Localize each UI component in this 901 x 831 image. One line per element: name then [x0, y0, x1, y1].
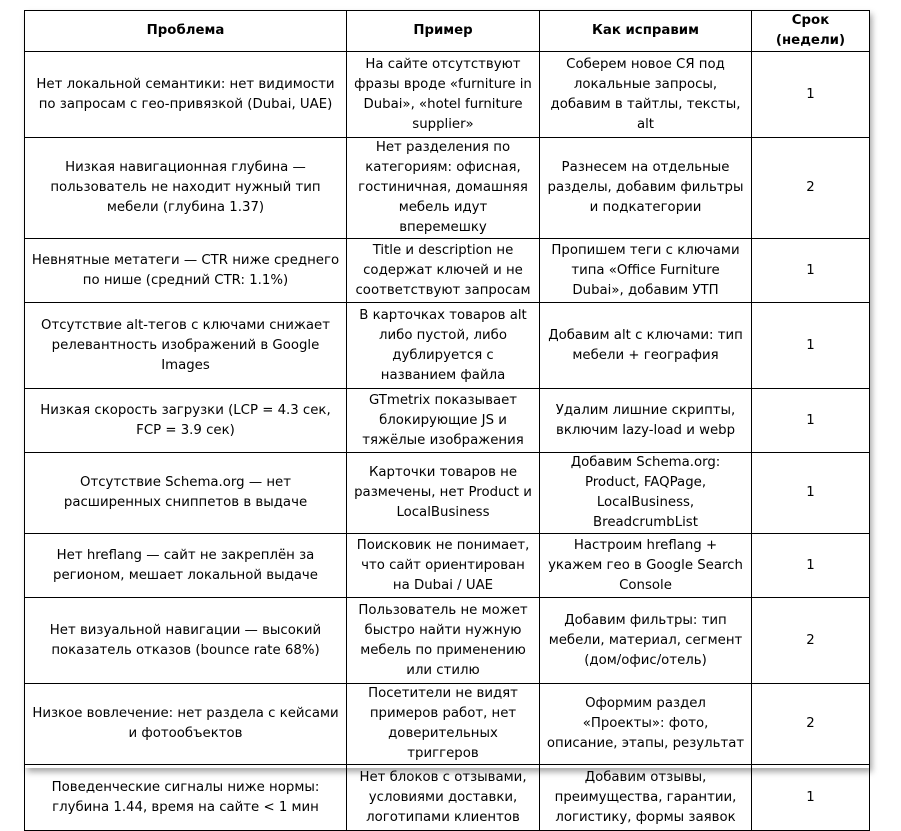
table-row: [25, 138, 870, 239]
cell-fix: Пропишем теги с ключами типа «Office Furniture Dubai», добавим УТП: [540, 239, 752, 303]
cell-fix: Добавим Schema.org: Product, FAQPage, LocalBusiness, BreadcrumbList: [540, 453, 752, 534]
cell-problem: Нет визуальной навигации — высокий показатель отказов (bounce rate 68%): [25, 598, 347, 684]
cell-weeks: 2: [752, 684, 870, 765]
header-example: Пример: [347, 11, 540, 52]
cell-problem: Нет hreflang — сайт не закреплён за регионом, мешает локальной выдаче: [25, 534, 347, 598]
cell-problem: Отсутствие alt-тегов с ключами снижает релевантность изображений в Google Images: [25, 303, 347, 389]
cell-weeks: 2: [752, 138, 870, 239]
cell-example: Посетители не видят примеров работ, нет доверительных триггеров: [347, 684, 540, 765]
cell-example: Нет разделения по категориям: офисная, гостиничная, домашняя мебель идут вперемешку: [347, 138, 540, 239]
cell-fix: Разнесем на отдельные разделы, добавим фильтры и подкатегории: [540, 138, 752, 239]
table-row: [25, 765, 870, 831]
cell-example: Пользователь не может быстро найти нужную мебель по применению или стилю: [347, 598, 540, 684]
cell-weeks: 1: [752, 453, 870, 534]
seo-issues-table: [24, 10, 870, 831]
cell-weeks: 1: [752, 765, 870, 831]
document-sheet: [24, 10, 869, 825]
table-row: [25, 52, 870, 138]
cell-fix: Добавим фильтры: тип мебели, материал, сегмент (дом/офис/отель): [540, 598, 752, 684]
cell-weeks: 2: [752, 598, 870, 684]
table-row: [25, 303, 870, 389]
cell-problem: Невнятные метатеги — CTR ниже среднего по нише (средний CTR: 1.1%): [25, 239, 347, 303]
cell-fix: Добавим отзывы, преимущества, гарантии, логистику, формы заявок: [540, 765, 752, 831]
table-header-row: [25, 11, 870, 52]
cell-problem: Поведенческие сигналы ниже нормы: глубина 1.44, время на сайте < 1 мин: [25, 765, 347, 831]
cell-example: GTmetrix показывает блокирующие JS и тяжёлые изображения: [347, 389, 540, 453]
table-row: [25, 598, 870, 684]
cell-problem: Низкое вовлечение: нет раздела с кейсами и фотообъектов: [25, 684, 347, 765]
cell-problem: Низкая скорость загрузки (LCP = 4.3 сек, FCP = 3.9 сек): [25, 389, 347, 453]
cell-weeks: 1: [752, 534, 870, 598]
cell-problem: Нет локальной семантики: нет видимости по запросам с гео-привязкой (Dubai, UAE): [25, 52, 347, 138]
cell-weeks: 1: [752, 303, 870, 389]
cell-problem: Отсутствие Schema.org — нет расширенных сниппетов в выдаче: [25, 453, 347, 534]
cell-example: На сайте отсутствуют фразы вроде «furniture in Dubai», «hotel furniture supplier»: [347, 52, 540, 138]
table-row: [25, 684, 870, 765]
cell-fix: Соберем новое СЯ под локальные запросы, добавим в тайтлы, тексты, alt: [540, 52, 752, 138]
cell-fix: Добавим alt с ключами: тип мебели + география: [540, 303, 752, 389]
header-problem: Проблема: [25, 11, 347, 52]
cell-problem: Низкая навигационная глубина — пользователь не находит нужный тип мебели (глубина 1.37): [25, 138, 347, 239]
table-row: [25, 453, 870, 534]
cell-fix: Оформим раздел «Проекты»: фото, описание, этапы, результат: [540, 684, 752, 765]
cell-example: Title и description не содержат ключей и не соответствуют запросам: [347, 239, 540, 303]
table-row: [25, 239, 870, 303]
header-weeks: Срок (недели): [752, 11, 870, 52]
cell-weeks: 1: [752, 52, 870, 138]
cell-example: Поисковик не понимает, что сайт ориентирован на Dubai / UAE: [347, 534, 540, 598]
cell-example: Нет блоков с отзывами, условиями доставки, логотипами клиентов: [347, 765, 540, 831]
table-row: [25, 534, 870, 598]
cell-weeks: 1: [752, 239, 870, 303]
cell-fix: Настроим hreflang + укажем гео в Google Search Console: [540, 534, 752, 598]
cell-fix: Удалим лишние скрипты, включим lazy-load и webp: [540, 389, 752, 453]
cell-example: В карточках товаров alt либо пустой, либо дублируется с названием файла: [347, 303, 540, 389]
header-fix: Как исправим: [540, 11, 752, 52]
cell-weeks: 1: [752, 389, 870, 453]
cell-example: Карточки товаров не размечены, нет Product и LocalBusiness: [347, 453, 540, 534]
table-row: [25, 389, 870, 453]
